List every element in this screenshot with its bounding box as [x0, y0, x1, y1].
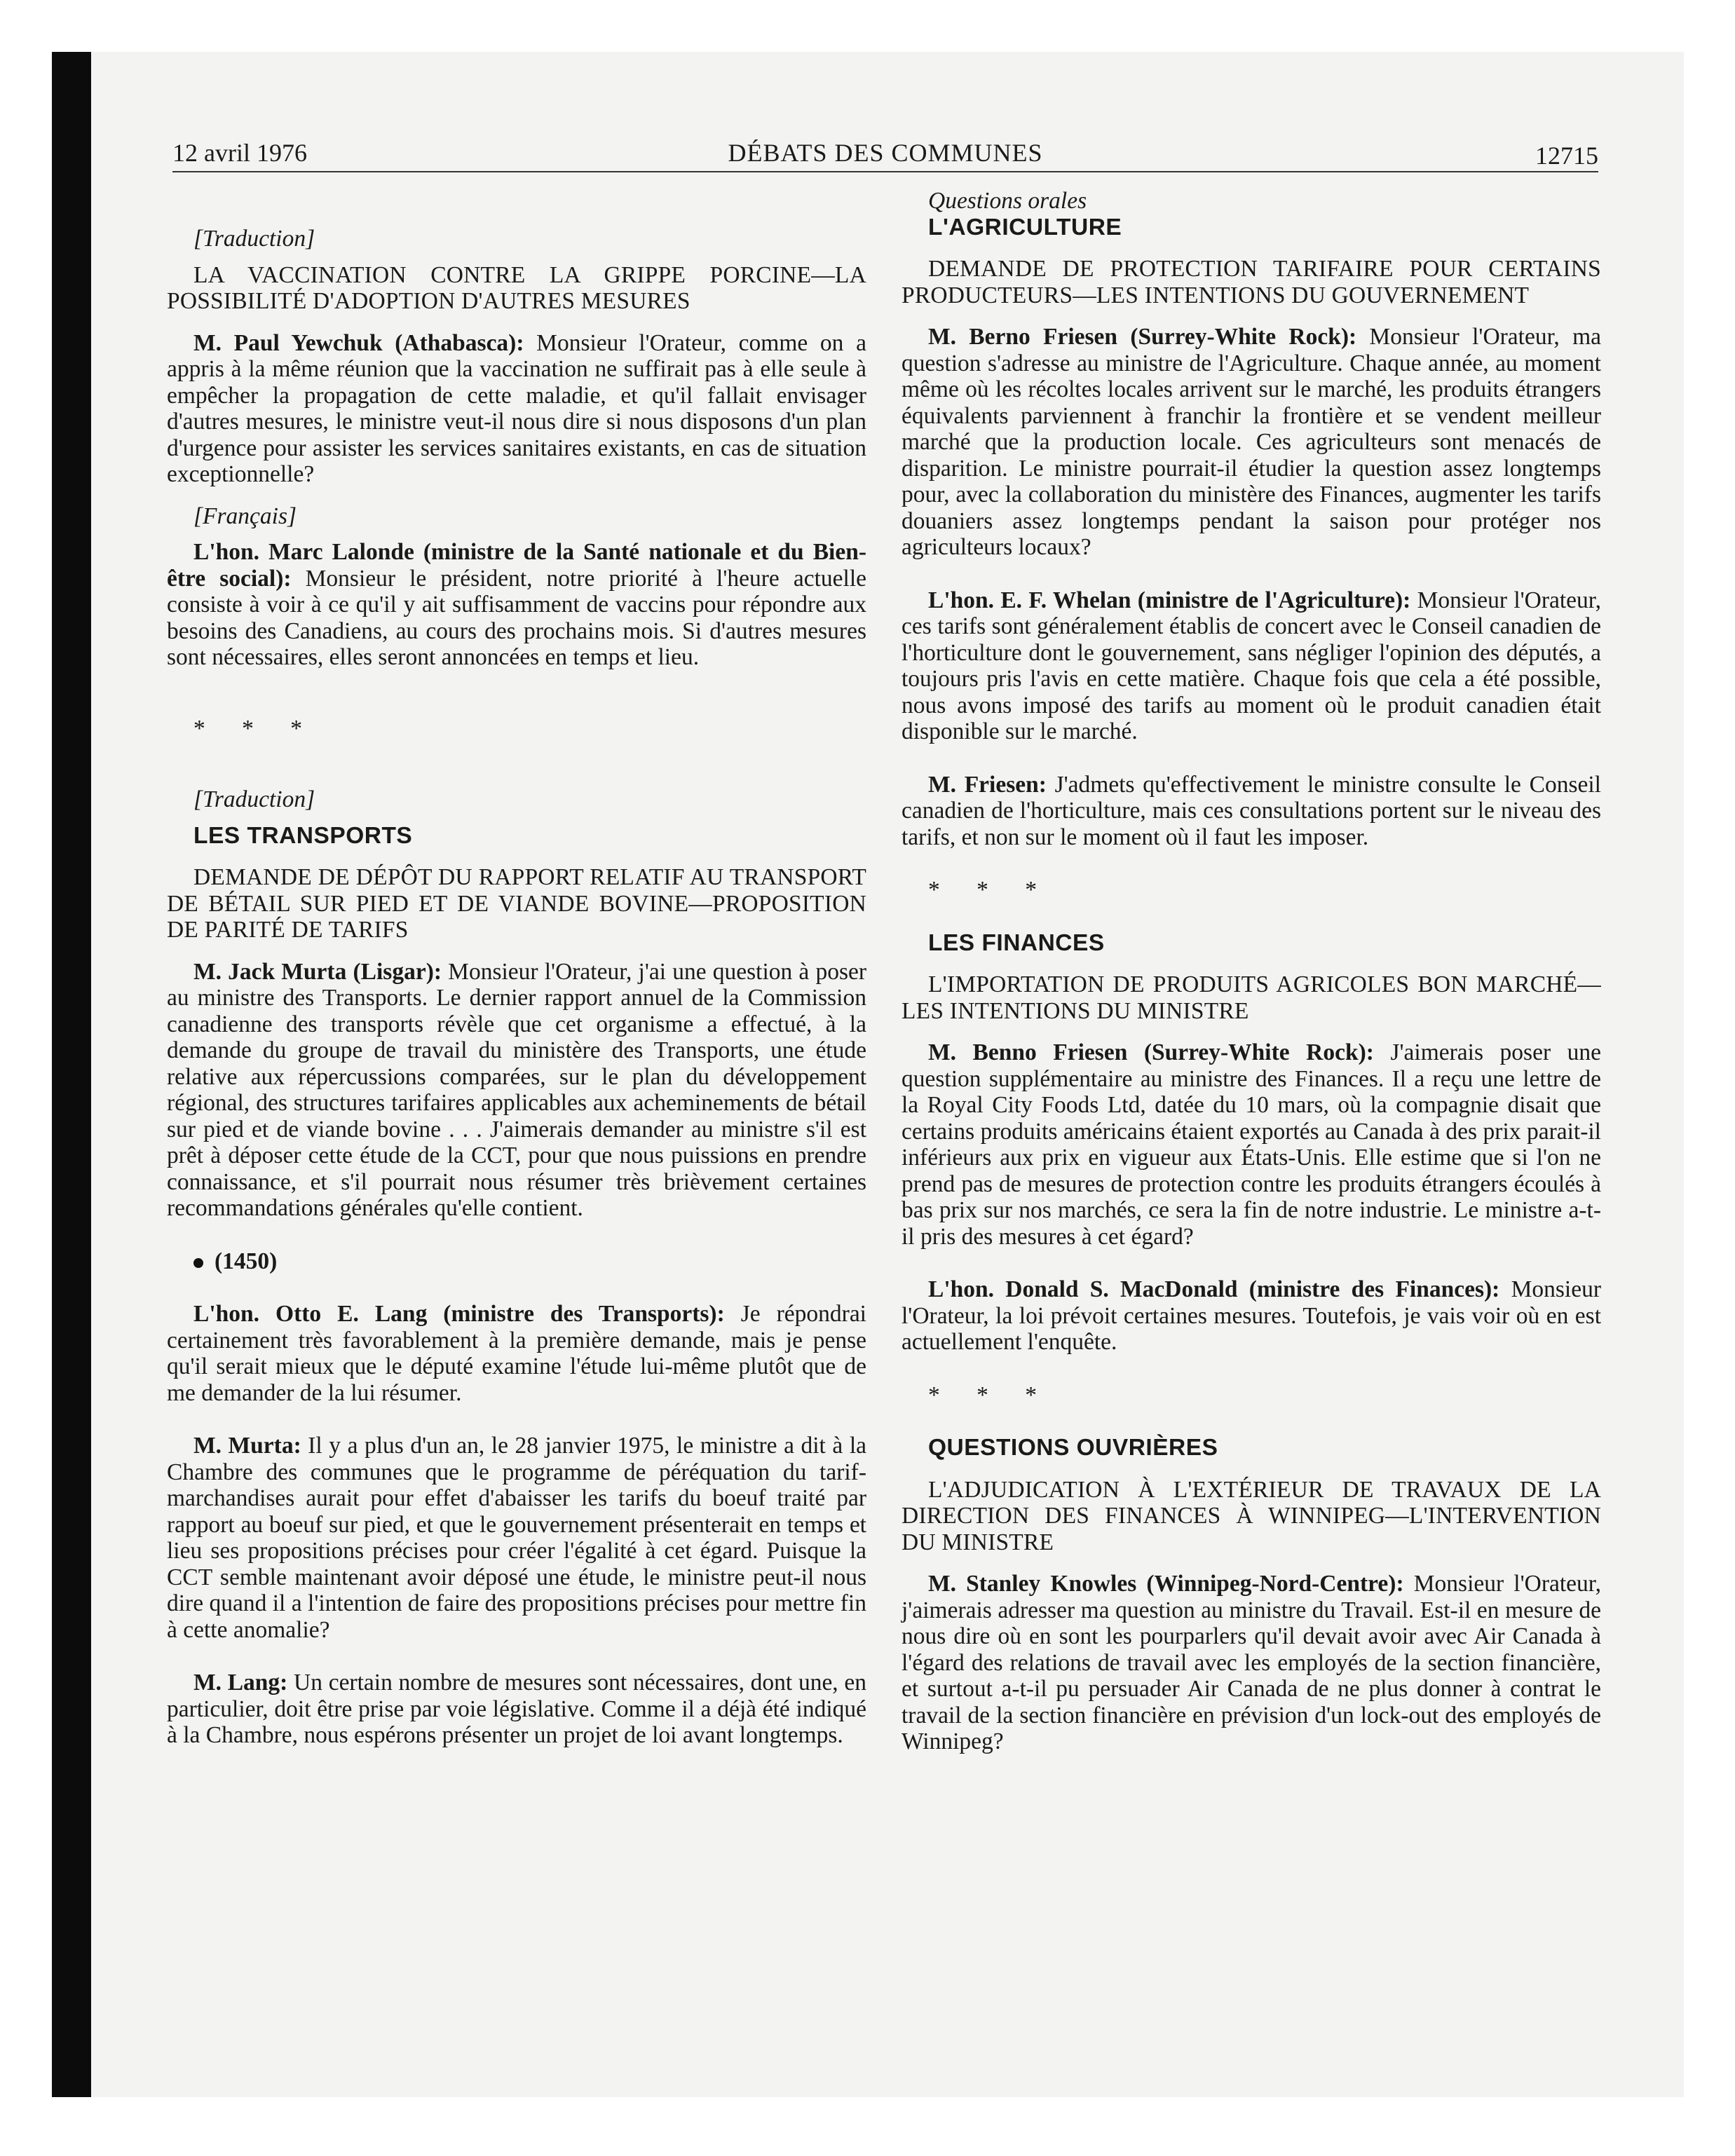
- speech-macdonald: [901, 1276, 1601, 1356]
- speech-friesen: [901, 324, 1601, 561]
- speaker-name: M. Friesen:: [928, 771, 1047, 798]
- section-title-finances: LES FINANCES: [928, 929, 1105, 956]
- header-title: DÉBATS DES COMMUNES: [728, 139, 1043, 167]
- speech-friesen-2: [901, 772, 1601, 851]
- header-date: 12 avril 1976: [172, 139, 307, 167]
- speaker-name: L'hon. Marc Lalonde (ministre de la Santé nationale et du Bien-être social):: [167, 539, 866, 592]
- binding-edge: [52, 52, 91, 2097]
- subhead-agriculture: DEMANDE DE PROTECTION TARIFAIRE POUR CERTAINS PRODUCTEURS—LES INTENTIONS DU GOUVERNEMENT: [901, 256, 1601, 308]
- speech-text: Je répondrai certainement très favorablement à la première demande, mais je pense qu'il serait mieux que le député examine l'étude lui-même plutôt que de me demander de la lui résumer.: [167, 1301, 866, 1406]
- right-column: [901, 188, 1601, 1755]
- speech-text: Monsieur le président, notre priorité à l'heure actuelle consiste à voir à ce qu'il y ait suffisamment de vaccins pour répondre aux besoins des Canadiens, au cours des prochains mois. Si d'autres mesures sont nécessaires, elles seront annoncées en temps et lieu.: [167, 565, 866, 670]
- section-separator: * * *: [193, 715, 318, 742]
- speaker-name: L'hon. Donald S. MacDonald (ministre des Finances):: [928, 1276, 1500, 1302]
- speech-murta: [167, 959, 866, 1222]
- section-kicker: Questions orales: [928, 188, 1087, 214]
- page-header: [172, 137, 1598, 172]
- section-separator: * * *: [928, 1381, 1052, 1408]
- speaker-name: M. Paul Yewchuk (Athabasca):: [193, 329, 524, 356]
- speaker-name: M. Murta:: [193, 1433, 301, 1459]
- speech-text: Il y a plus d'un an, le 28 janvier 1975, le ministre a dit à la Chambre des communes que le programme de péréquation du tarif-marchandises aurait pour effet d'abaisser les tarifs du boeuf traité par rapport au boeuf sur pied, et que le gouvernement présenterait en temps et lieu ses propositions précises pour créer l'égalité à cet égard. Puisque la CCT semble maintenant avoir déposé une étude, le ministre peut-il nous dire quand il a l'intention de faire des propositions précises pour mettre fin à cette anomalie?: [167, 1433, 866, 1643]
- speaker-name: L'hon. E. F. Whelan (ministre de l'Agriculture):: [928, 587, 1411, 613]
- speech-text: Monsieur l'Orateur, ma question s'adresse au ministre de l'Agriculture. Chaque année, au moment même où les récoltes locales arrivent sur le marché, les produits étrangers équivalents parviennent à franchir la frontière et se vendent meilleur marché que la production locale. Ces agriculteurs sont menacés de disparition. Le ministre pourrait-il étudier la question assez longtemps pour, avec la collaboration du ministère des Finances, augmenter les tarifs douaniers assez longtemps pendant la saison pour protéger nos agriculteurs locaux?: [901, 324, 1601, 560]
- subhead-finances: L'IMPORTATION DE PRODUITS AGRICOLES BON MARCHÉ—LES INTENTIONS DU MINISTRE: [901, 971, 1601, 1024]
- speech-murta-2: [167, 1433, 866, 1643]
- speaker-name: M. Stanley Knowles (Winnipeg-Nord-Centre):: [928, 1571, 1404, 1597]
- speech-text: Monsieur l'Orateur, comme on a appris à la même réunion que la vaccination ne suffirait pas à elle seule à empêcher la propagation de cette maladie, et qu'il fallait envisager d'autres mesures, le ministre veut-il nous dire si nous disposons d'un plan d'urgence pour assister les services sanitaires existants, en cas de situation exceptionnelle?: [167, 329, 866, 487]
- speech-text: Monsieur l'Orateur, j'ai une question à poser au ministre des Transports. Le dernier rapport annuel de la Commission canadienne des transports révèle que cet organisme a effectué, à la demande du groupe de travail du ministère des Transports, une étude relative aux répercussions comparées, sur le plan du développement régional, des structures tarifaires applicables aux acheminements de bétail sur pied et de viande bovine . . . J'aimerais demander au ministre s'il est prêt à déposer cette étude de la CCT, pour que nous puissions en prendre connaissance, et s'il pourrait nous résumer très brièvement certaines recommandations générales qu'elle contient.: [167, 958, 867, 1221]
- section-title-agriculture: L'AGRICULTURE: [928, 214, 1122, 240]
- speech-yewchuk: [167, 330, 866, 488]
- speech-text: J'aimerais poser une question supplémentaire au ministre des Finances. Il a reçu une lettre de la Royal City Foods Ltd, datée du 10 mars, où la compagnie disait que certains produits américains étaient exportés au Canada à des prix parait-il inférieurs aux prix en vigueur aux États-Unis. Elle estime que si l'on ne prend pas de mesures de protection contre les produits étrangers écoulés à bas prix sur nos marchés, ce sera la fin de notre industrie. Le ministre a-t-il pris des mesures à cet égard?: [901, 1039, 1601, 1250]
- speech-lalonde: [167, 539, 866, 671]
- left-column: [167, 188, 866, 1749]
- header-page-number: 12715: [1535, 142, 1598, 170]
- section-separator: * * *: [928, 877, 1052, 903]
- bullet-icon: [193, 1258, 203, 1268]
- speech-whelan: [901, 587, 1601, 745]
- header-rule: [172, 171, 1598, 172]
- translation-tag: [Français]: [193, 503, 297, 529]
- subhead-swine-flu: LA VACCINATION CONTRE LA GRIPPE PORCINE—LA POSSIBILITÉ D'ADOPTION D'AUTRES MESURES: [167, 261, 866, 314]
- speech-text: Monsieur l'Orateur, ces tarifs sont généralement établis de concert avec le Conseil canadien de l'horticulture dont le gouvernement, sans négliger l'opinion des députés, a toujours pris l'avis en cette matière. Chaque fois que cela a été possible, nous avons imposé des tarifs au moment où le produit canadien était disponible sur le marché.: [901, 587, 1601, 744]
- speaker-name: M. Benno Friesen (Surrey-White Rock):: [928, 1039, 1374, 1065]
- time-marker-label: (1450): [215, 1248, 278, 1274]
- speaker-name: M. Lang:: [193, 1670, 288, 1696]
- speaker-name: L'hon. Otto E. Lang (ministre des Transports):: [193, 1301, 725, 1327]
- speech-lang-2: [167, 1670, 866, 1749]
- speech-text: Monsieur l'Orateur, la loi prévoit certaines mesures. Toutefois, je vais voir où en est actuellement l'enquête.: [901, 1276, 1601, 1355]
- time-marker: [167, 1248, 866, 1275]
- translation-tag: [Traduction]: [193, 226, 315, 252]
- subhead-labour: L'ADJUDICATION À L'EXTÉRIEUR DE TRAVAUX DE LA DIRECTION DES FINANCES À WINNIPEG—L'INTERVENTION DU MINISTRE: [901, 1476, 1601, 1555]
- speech-friesen-3: [901, 1039, 1601, 1250]
- speech-lang: [167, 1301, 866, 1406]
- speech-text: Un certain nombre de mesures sont nécessaires, dont une, en particulier, doit être prise par voie législative. Comme il a déjà été indiqué à la Chambre, nous espérons présenter un projet de loi avant longtemps.: [167, 1670, 867, 1748]
- subhead-transports: DEMANDE DE DÉPÔT DU RAPPORT RELATIF AU TRANSPORT DE BÉTAIL SUR PIED ET DE VIANDE BOVINE—PROPOSITION DE PARITÉ DE TARIFS: [167, 864, 866, 943]
- speaker-name: M. Jack Murta (Lisgar):: [193, 958, 442, 985]
- section-title-transports: LES TRANSPORTS: [193, 822, 413, 849]
- translation-tag: [Traduction]: [193, 786, 315, 812]
- speech-text: Monsieur l'Orateur, j'aimerais adresser ma question au ministre du Travail. Est-il en mesure de nous dire où en sont les pourparlers qu'il devait avoir avec Air Canada à l'égard des relations de travail avec les employés de la section financière, et surtout a-t-il pu persuader Air Canada de ne plus donner à contrat le travail de la section financière en prévision d'un lock-out des employés de Winnipeg?: [901, 1571, 1601, 1754]
- speaker-name: M. Berno Friesen (Surrey-White Rock):: [928, 324, 1357, 350]
- speech-text: J'admets qu'effectivement le ministre consulte le Conseil canadien de l'horticulture, mais ces consultations portent sur le niveau des tarifs, et non sur le moment où il faut les imposer.: [901, 771, 1601, 850]
- speech-knowles: [901, 1571, 1601, 1755]
- section-title-labour: QUESTIONS OUVRIÈRES: [928, 1435, 1218, 1461]
